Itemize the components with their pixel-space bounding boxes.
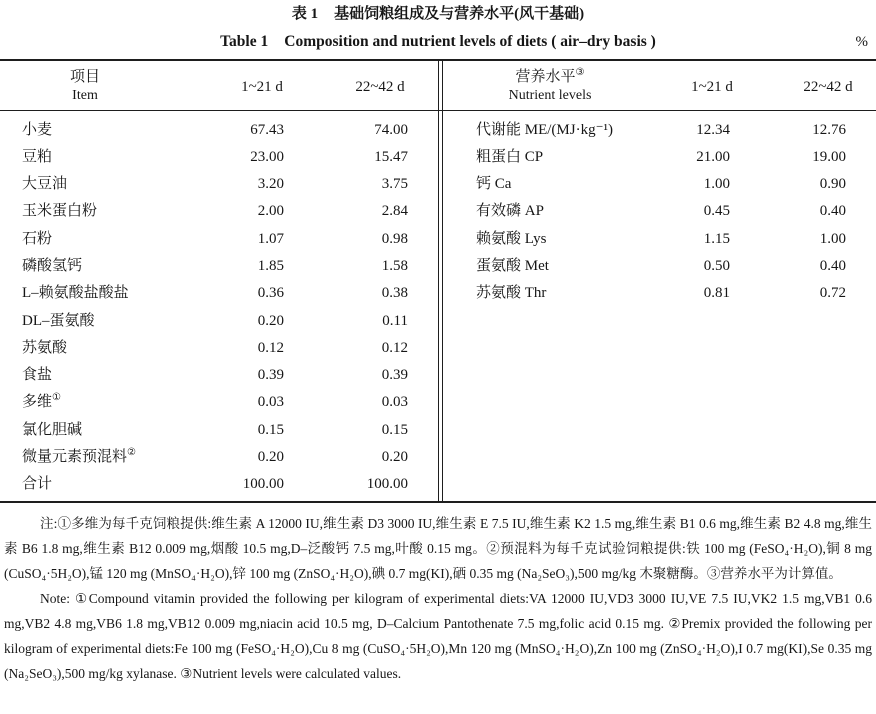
value-22-42d: 0.39	[381, 367, 408, 384]
table-title-en	[0, 32, 876, 52]
value-22-42d: 0.15	[381, 421, 408, 438]
nutrient-table-body	[442, 117, 876, 308]
table-label-en: Table 1	[220, 33, 269, 50]
value-1-21d: 1.00	[703, 176, 730, 193]
ingredient-name: L–赖氨酸盐酸盐	[22, 285, 129, 302]
notes-en: Note: ①Compound vitamin provided the following per kilogram of experimental diets:VA 12000 IU,VD3 3000 IU,VE 7.5 IU,VK2 1.5 mg,VB1 0.6 mg,VB2 4.8 mg,VB6 1.8 mg,VB12 0.009 mg,niacin acid 10.5 mg, D–Calcium Pantothenate 7.5 mg,folic acid 0.15 mg. ②Premix provided the following per kilogram of experimental diets:Fe 100 mg (FeSO₄·H₂O),Cu 8 mg (CuSO₄·5H₂O),Mn 120 mg (MnSO₄·H₂O),Zn 100 mg (ZnSO₄·H₂O),I 0.7 mg(KI),Se 0.35 mg (Na₂SeO₃),500 mg/kg xylanase. ③Nutrient levels were calculated values.	[4, 591, 872, 681]
composition-row	[0, 308, 438, 335]
value-22-42d: 12.76	[812, 121, 846, 138]
value-22-42d: 0.98	[381, 230, 408, 247]
value-1-21d: 0.03	[257, 394, 284, 411]
column-divider	[438, 60, 439, 502]
composition-row	[0, 389, 438, 416]
nutrient-row	[442, 171, 876, 198]
ingredient-name: 磷酸氢钙	[22, 257, 83, 274]
value-1-21d: 67.43	[250, 121, 284, 138]
composition-header-item-cn: 项目	[69, 69, 100, 85]
composition-row	[0, 444, 438, 471]
value-1-21d: 2.00	[257, 203, 284, 220]
ingredient-name: 氯化胆碱	[22, 421, 83, 438]
value-1-21d: 0.12	[257, 339, 284, 356]
value-22-42d: 0.20	[381, 449, 408, 466]
nutrient-row	[442, 198, 876, 225]
nutrient-row	[442, 144, 876, 171]
ingredient-name: 石粉	[22, 230, 53, 247]
nutrient-row	[442, 253, 876, 280]
nutrient-name: 苏氨酸 Thr	[476, 285, 547, 302]
value-22-42d: 1.58	[381, 257, 408, 274]
footnote-mark: ③	[575, 67, 585, 78]
value-22-42d: 3.75	[381, 176, 408, 193]
value-1-21d: 0.39	[257, 367, 284, 384]
value-1-21d: 21.00	[696, 148, 730, 165]
nutrient-name: 赖氨酸 Lys	[476, 230, 547, 247]
ingredient-name: 食盐	[22, 367, 53, 384]
table-notes	[4, 511, 872, 686]
value-1-21d: 1.15	[703, 230, 730, 247]
ingredient-name: 大豆油	[22, 176, 68, 193]
nutrient-row	[442, 226, 876, 253]
composition-row	[0, 171, 438, 198]
value-22-42d: 0.11	[382, 312, 408, 329]
composition-row	[0, 198, 438, 225]
value-1-21d: 1.07	[257, 230, 284, 247]
notes-cn: 注:①多维为每千克饲粮提供:维生素 A 12000 IU,维生素 D3 3000 IU,维生素 E 7.5 IU,维生素 K2 1.5 mg,维生素 B1 0.6 mg,维生素 B2 4.8 mg,维生素 B6 1.8 mg,维生素 B12 0.009 mg,烟酸 10.5 mg,D–泛酸钙 7.5 mg,叶酸 0.15 mg。②预混料为每千克试验饲粮提供:铁 100 mg (FeSO₄·H₂O),铜 8 mg (CuSO₄·5H₂O),锰 120 mg (MnSO₄·H₂O),锌 100 mg (ZnSO₄·H₂O),碘 0.7 mg(KI),硒 0.35 mg (Na₂SeO₃),500 mg/kg 木聚糖酶。③营养水平为计算值。	[4, 516, 872, 581]
composition-row	[0, 280, 438, 307]
composition-header-period-2: 22~42 d	[355, 79, 405, 95]
nutrient-header-label: 营养水平	[515, 69, 576, 85]
value-1-21d: 100.00	[242, 476, 284, 493]
value-22-42d: 100.00	[366, 476, 408, 493]
composition-row	[0, 144, 438, 171]
value-1-21d: 0.15	[257, 421, 284, 438]
value-22-42d: 0.72	[819, 285, 846, 302]
composition-row	[0, 335, 438, 362]
ingredient-name: 微量元素预混料	[22, 449, 128, 466]
nutrient-header-item-en: Nutrient levels	[508, 88, 592, 103]
nutrient-name: 钙 Ca	[476, 176, 512, 193]
ingredient-name: 豆粕	[22, 148, 53, 165]
nutrient-row	[442, 117, 876, 144]
ingredient-name: 合计	[22, 476, 53, 493]
value-22-42d: 0.12	[381, 339, 408, 356]
composition-row	[0, 362, 438, 389]
composition-row	[0, 417, 438, 444]
composition-row	[0, 253, 438, 280]
table-title-cn	[0, 4, 876, 24]
value-1-21d: 12.34	[696, 121, 730, 138]
value-22-42d: 15.47	[374, 148, 408, 165]
ingredient-cell	[22, 444, 136, 471]
value-1-21d: 0.50	[703, 257, 730, 274]
unit-label: %	[855, 34, 868, 50]
table-label-cn: 表 1	[291, 6, 319, 22]
nutrient-name: 有效磷 AP	[476, 203, 544, 220]
ingredient-name: 玉米蛋白粉	[22, 203, 98, 220]
footnote-mark: ②	[127, 447, 136, 459]
composition-row	[0, 117, 438, 144]
value-22-42d: 0.40	[819, 257, 846, 274]
ingredient-name: 苏氨酸	[22, 339, 68, 356]
value-1-21d: 1.85	[257, 257, 284, 274]
value-22-42d: 0.40	[819, 203, 846, 220]
ingredient-name: DL–蛋氨酸	[22, 312, 95, 329]
composition-row	[0, 226, 438, 253]
value-22-42d: 74.00	[374, 121, 408, 138]
nutrient-name: 粗蛋白 CP	[476, 148, 544, 165]
composition-total-row	[0, 471, 438, 498]
nutrient-row	[442, 280, 876, 307]
value-1-21d: 3.20	[257, 176, 284, 193]
value-22-42d: 0.03	[381, 394, 408, 411]
value-1-21d: 0.36	[257, 285, 284, 302]
table-caption-cn: 基础饲粮组成及与营养水平(风干基础)	[334, 6, 585, 22]
composition-table-body	[0, 117, 438, 499]
nutrient-header-period-1: 1~21 d	[691, 79, 733, 95]
composition-header-period-1: 1~21 d	[241, 79, 283, 95]
nutrient-name: 蛋氨酸 Met	[476, 257, 549, 274]
ingredient-name: 多维	[22, 394, 53, 411]
nutrient-header-item-cn	[480, 68, 620, 86]
footnote-mark: ①	[52, 392, 61, 404]
value-22-42d: 0.38	[381, 285, 408, 302]
value-1-21d: 0.81	[703, 285, 730, 302]
value-1-21d: 0.20	[257, 312, 284, 329]
value-22-42d: 19.00	[812, 148, 846, 165]
composition-header-item-en: Item	[72, 88, 98, 103]
value-22-42d: 0.90	[819, 176, 846, 193]
table-caption-en: Composition and nutrient levels of diets ( air–dry basis )	[284, 33, 656, 50]
value-1-21d: 0.45	[703, 203, 730, 220]
value-1-21d: 0.20	[257, 449, 284, 466]
nutrient-name: 代谢能 ME/(MJ·kg⁻¹)	[476, 121, 613, 138]
value-22-42d: 1.00	[819, 230, 846, 247]
ingredient-name: 小麦	[22, 121, 53, 138]
nutrient-header-period-2: 22~42 d	[803, 79, 853, 95]
ingredient-cell	[22, 389, 61, 416]
value-22-42d: 2.84	[381, 203, 408, 220]
value-1-21d: 23.00	[250, 148, 284, 165]
